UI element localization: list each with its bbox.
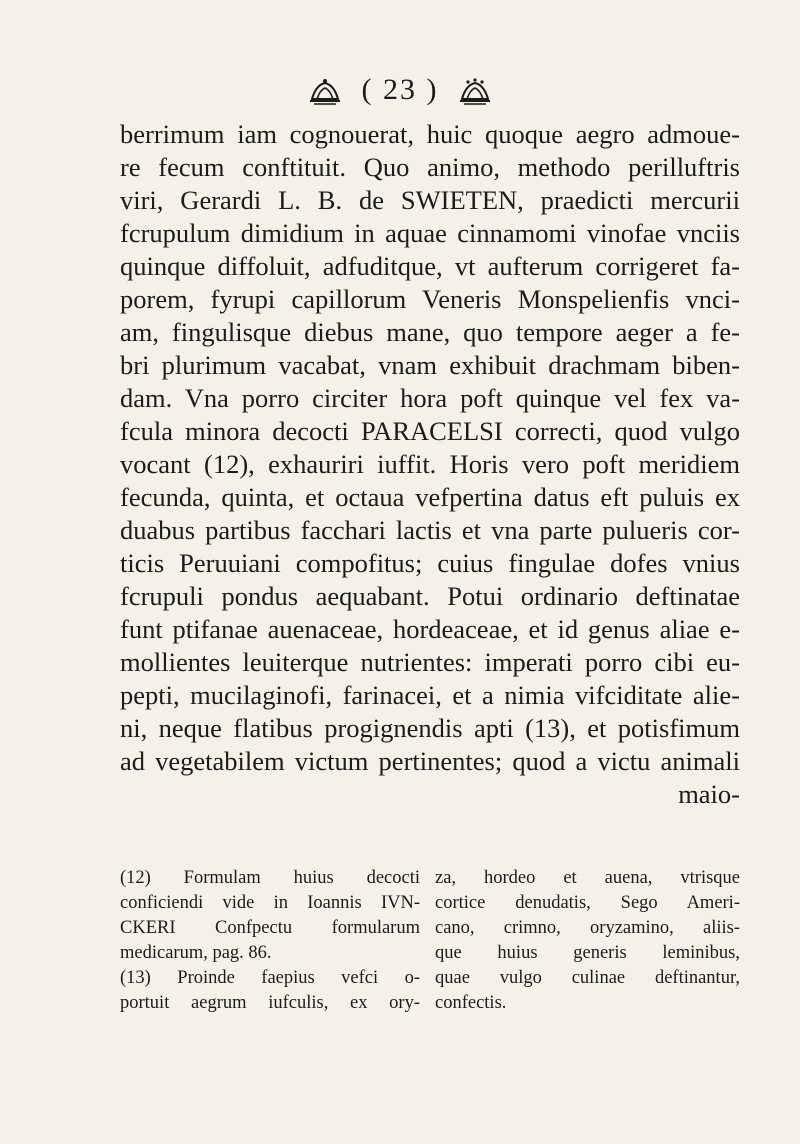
text-line: re fecum conftituit. Quo animo, methodo perilluftris — [120, 152, 740, 182]
text-line: fcrupulum dimidium in aquae cinnamomi vinofae vnciis — [120, 218, 740, 248]
footnote-line: cortice denudatis, Sego Ameri- — [435, 893, 740, 913]
text-line: dam. Vna porro circiter hora poft quinque vel fex va- — [120, 383, 740, 413]
page-header — [0, 70, 800, 110]
main-text — [120, 118, 740, 811]
text-line: ticis Peruuiani compofitus; cuius fingulae dofes vnius — [120, 548, 740, 578]
page-number: ( 23 ) — [361, 73, 439, 106]
left-ornament-icon — [306, 77, 344, 107]
footnote-line: confectis. — [435, 993, 507, 1013]
right-ornament-icon — [456, 77, 494, 107]
footnote-line: za, hordeo et auena, vtrisque — [435, 868, 740, 888]
footnotes-left-column — [120, 866, 420, 1016]
catchword: maio- — [678, 779, 740, 809]
footnotes-right-column — [435, 866, 740, 1016]
footnotes — [120, 866, 740, 1016]
text-line: berrimum iam cognouerat, huic quoque aegro admoue- — [120, 119, 740, 149]
text-line: vocant (12), exhauriri iuffit. Horis vero poft meridiem — [120, 449, 740, 479]
text-line: bri plurimum vacabat, vnam exhibuit drachmam biben- — [120, 350, 740, 380]
text-line: am, fingulisque diebus mane, quo tempore aeger a fe- — [120, 317, 740, 347]
text-line: fecunda, quinta, et octaua vefpertina datus eft puluis ex — [120, 482, 740, 512]
footnote-line: (12) Formulam huius decocti — [120, 868, 420, 888]
text-line: fcula minora decocti PARACELSI correcti, quod vulgo — [120, 416, 740, 446]
text-line: ad vegetabilem victum pertinentes; quod a victu animali — [120, 746, 740, 776]
text-line: duabus partibus facchari lactis et vna parte pulueris cor- — [120, 515, 740, 545]
footnote-line: portuit aegrum iufculis, ex ory- — [120, 993, 420, 1013]
footnote-line: (13) Proinde faepius vefci o- — [120, 968, 420, 988]
text-line: quinque diffoluit, adfuditque, vt aufterum corrigeret fa- — [120, 251, 740, 281]
footnote-line: conficiendi vide in Ioannis IVN- — [120, 893, 420, 913]
footnote-line: medicarum, pag. 86. — [120, 943, 272, 963]
text-line: viri, Gerardi L. B. de SWIETEN, praedicti mercurii — [120, 185, 740, 215]
text-line: fcrupuli pondus aequabant. Potui ordinario deftinatae — [120, 581, 740, 611]
footnote-line: CKERI Confpectu formularum — [120, 918, 420, 938]
text-line: funt ptifanae auenaceae, hordeaceae, et id genus aliae e- — [120, 614, 740, 644]
footnote-line: cano, crimno, oryzamino, aliis- — [435, 918, 740, 938]
footnote-line: quae vulgo culinae deftinantur, — [435, 968, 740, 988]
text-line: ni, neque flatibus progignendis apti (13), et potisfimum — [120, 713, 740, 743]
text-line: porem, fyrupi capillorum Veneris Monspelienfis vnci- — [120, 284, 740, 314]
footnote-line: que huius generis leminibus, — [435, 943, 740, 963]
text-line: pepti, mucilaginofi, farinacei, et a nimia vifciditate alie- — [120, 680, 740, 710]
text-line: mollientes leuiterque nutrientes: imperati porro cibi eu- — [120, 647, 740, 677]
